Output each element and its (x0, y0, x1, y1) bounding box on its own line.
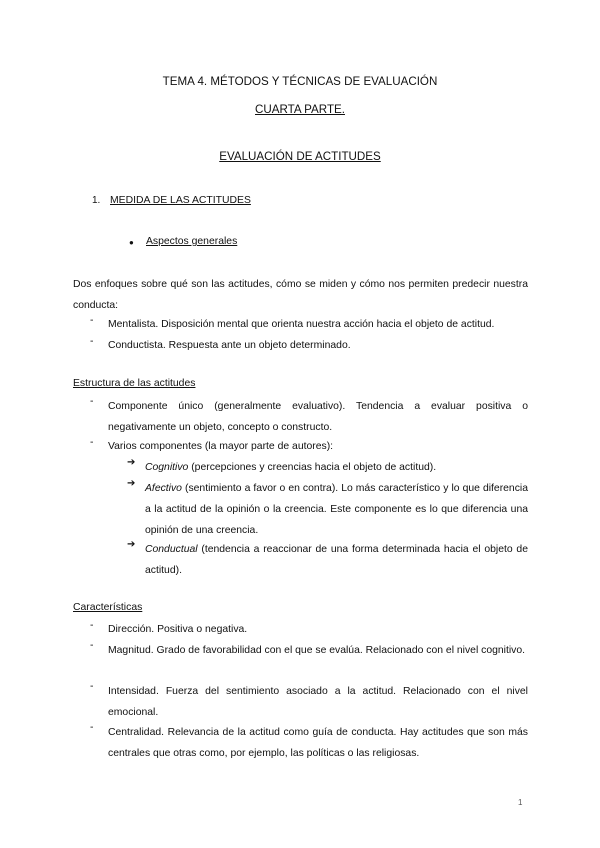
caracteristica-direccion: Dirección. Positiva o negativa. (108, 624, 248, 635)
estructura-item-unico: Componente único (generalmente evaluativo). Tendencia a evaluar positiva o negativamente un objeto, concepto o constructo. (108, 401, 528, 433)
subitem-conductual (145, 539, 528, 581)
section-title: EVALUACIÓN DE ACTITUDES (219, 150, 381, 163)
caracteristica-intensidad: Intensidad. Fuerza del sentimiento asociado a la actitud. Relacionado con el nivel emocional. (108, 686, 528, 718)
arrow-icon: ➔ (127, 478, 136, 489)
subitem-afectivo (145, 478, 528, 541)
section-heading: MEDIDA DE LAS ACTITUDES (110, 195, 251, 206)
dash-marker: - (90, 722, 94, 733)
subitem-text: (sentimiento a favor o en contra). Lo más característico y lo que diferencia a la actitud de la opinión o la creencia. Este componente es lo que diferencia una opinión de una creencia. (145, 483, 528, 536)
dash-marker: - (90, 437, 94, 448)
arrow-icon: ➔ (127, 539, 136, 550)
intro-item-mentalista: Mentalista. Disposición mental que orienta nuestra acción hacia el objeto de actitud. (108, 319, 495, 330)
dash-marker: - (90, 315, 94, 326)
intro-paragraph: Dos enfoques sobre qué son las actitudes, cómo se miden y cómo nos permiten predecir nuestra conducta: (73, 279, 528, 311)
subitem-term: Cognitivo (145, 462, 189, 473)
subheading: Aspectos generales (146, 236, 238, 247)
subitem-cognitivo (145, 457, 528, 478)
dash-marker: - (90, 620, 94, 631)
dash-marker: - (90, 336, 94, 347)
intro-item-conductista: Conductista. Respuesta ante un objeto determinado. (108, 340, 351, 351)
document-title: TEMA 4. MÉTODOS Y TÉCNICAS DE EVALUACIÓN (162, 75, 438, 88)
document-subtitle: CUARTA PARTE. (255, 103, 345, 116)
caracteristica-centralidad: Centralidad. Relevancia de la actitud como guía de conducta. Hay actitudes que son más centrales que otras como, por ejemplo, las políticas o las religiosas. (108, 727, 528, 759)
estructura-item-varios: Varios componentes (la mayor parte de autores): (108, 441, 334, 452)
subitem-text: (tendencia a reaccionar de una forma determinada hacia el objeto de actitud). (145, 544, 528, 576)
dash-marker: - (90, 681, 94, 692)
caracteristicas-title: Características (73, 602, 143, 613)
subitem-text: (percepciones y creencias hacia el objeto de actitud). (188, 462, 437, 473)
dash-marker: - (90, 396, 94, 407)
page-number: 1 (518, 798, 523, 807)
bullet-icon: ● (129, 238, 134, 247)
subitem-term: Afectivo (145, 483, 182, 494)
dash-marker: - (90, 640, 94, 651)
estructura-title: Estructura de las actitudes (73, 378, 196, 389)
subitem-term: Conductual (145, 544, 198, 555)
caracteristica-magnitud: Magnitud. Grado de favorabilidad con el que se evalúa. Relacionado con el nivel cognitivo. (108, 645, 526, 656)
arrow-icon: ➔ (127, 457, 136, 468)
section-number: 1. (92, 195, 101, 206)
